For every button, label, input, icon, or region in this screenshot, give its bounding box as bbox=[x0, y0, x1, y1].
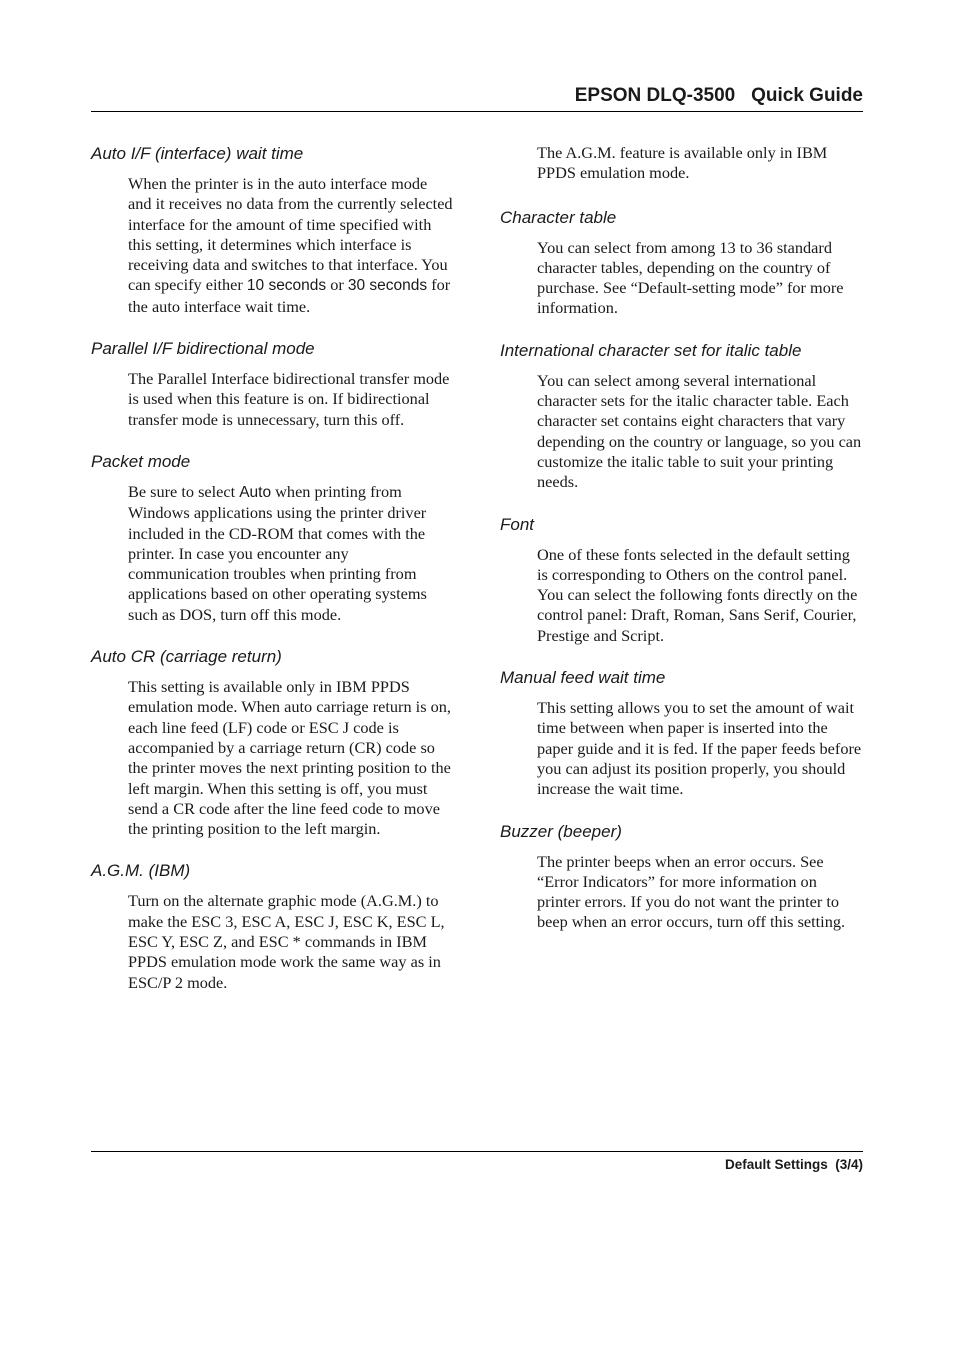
section-body bbox=[128, 174, 453, 317]
section-font bbox=[500, 514, 863, 646]
body-text: Be sure to select bbox=[128, 481, 240, 501]
section-heading: Character table bbox=[500, 207, 617, 227]
section-body: The printer beeps when an error occurs. See “Error Indicators” for more information on printer errors. If you do not want the printer to beep when an error occurs, turn off this setting. bbox=[537, 851, 846, 932]
section-character-table bbox=[500, 207, 863, 319]
section-body: One of these fonts selected in the default setting is corresponding to Others on the control panel. You can select the following fonts directly on the control panel: Draft, Roman, Sans Serif, Courier, Prestige and Script. bbox=[537, 544, 858, 645]
section-auto-if-wait-time bbox=[91, 143, 453, 317]
left-column bbox=[91, 143, 453, 1014]
section-body bbox=[128, 482, 453, 625]
option-value: Auto bbox=[239, 483, 272, 501]
section-heading: Packet mode bbox=[91, 451, 191, 471]
section-heading: Auto CR (carriage return) bbox=[91, 647, 282, 667]
body-text: or bbox=[326, 275, 348, 295]
right-column bbox=[500, 143, 863, 954]
body-text: when printing from Windows applications using the printer driver included in the CD-ROM that comes with the printer. In case you encounter any communication troubles when printing from applications based on other operating systems such as DOS, turn off this mode. bbox=[128, 481, 427, 624]
section-heading: Parallel I/F bidirectional mode bbox=[91, 339, 315, 359]
section-manual-feed-wait bbox=[500, 667, 863, 799]
section-heading: Manual feed wait time bbox=[500, 668, 666, 688]
document-title: EPSON DLQ-3500 Quick Guide bbox=[574, 85, 863, 106]
option-value: 10 seconds bbox=[246, 277, 327, 295]
section-body: This setting allows you to set the amount of wait time between when paper is inserted into the paper guide and it is fed. If the paper feeds before you can adjust its position properly, you should increase the wait time. bbox=[537, 698, 862, 799]
section-heading: International character set for italic table bbox=[500, 340, 802, 360]
section-body: This setting is available only in IBM PPDS emulation mode. When auto carriage return is on, each line feed (LF) code or ESC J code is accompanied by a carriage return (CR) code so the printer moves the next printing position to the left margin. When this setting is off, you must send a CR code after the line feed code to move the printing position to the left margin. bbox=[128, 677, 451, 839]
section-intl-charset-italic bbox=[500, 340, 863, 493]
section-heading: Buzzer (beeper) bbox=[500, 821, 622, 841]
section-agm-ibm bbox=[91, 860, 453, 992]
page-footer bbox=[91, 1151, 863, 1172]
section-heading: A.G.M. (IBM) bbox=[91, 861, 191, 881]
section-body: The Parallel Interface bidirectional transfer mode is used when this feature is on. If bidirectional transfer mode is unnecessary, turn this off. bbox=[128, 369, 450, 429]
section-body: You can select among several international character sets for the italic character table. Each character set contains eight characters that vary depending on the country or language, so you can customize the italic table to suit your printing needs. bbox=[537, 370, 862, 492]
section-auto-cr bbox=[91, 646, 453, 839]
section-parallel-bidirectional bbox=[91, 338, 453, 430]
section-heading: Font bbox=[500, 514, 535, 534]
body-text: for the auto interface wait time. bbox=[128, 275, 451, 316]
option-value: 30 seconds bbox=[347, 277, 428, 295]
page-header bbox=[91, 84, 863, 112]
section-buzzer bbox=[500, 821, 863, 933]
section-body: You can select from among 13 to 36 standard character tables, depending on the country of purchase. See “Default-setting mode” for more information. bbox=[537, 237, 844, 318]
agm-note: The A.G.M. feature is available only in IBM PPDS emulation mode. bbox=[537, 143, 828, 183]
section-body: Turn on the alternate graphic mode (A.G.M.) to make the ESC 3, ESC A, ESC J, ESC K, ESC L, ESC Y, ESC Z, and ESC * commands in IBM PPDS emulation mode work the same way as in ESC/P 2 mode. bbox=[128, 891, 445, 992]
footer-section-label: Default Settings (3/4) bbox=[724, 1157, 863, 1172]
section-packet-mode bbox=[91, 451, 453, 625]
body-text: When the printer is in the auto interface mode and it receives no data from the currently selected interface for the amount of time specified with this setting, it determines which interface is receiving data and switches to that interface. You can specify either bbox=[128, 174, 453, 295]
section-heading: Auto I/F (interface) wait time bbox=[91, 144, 304, 163]
